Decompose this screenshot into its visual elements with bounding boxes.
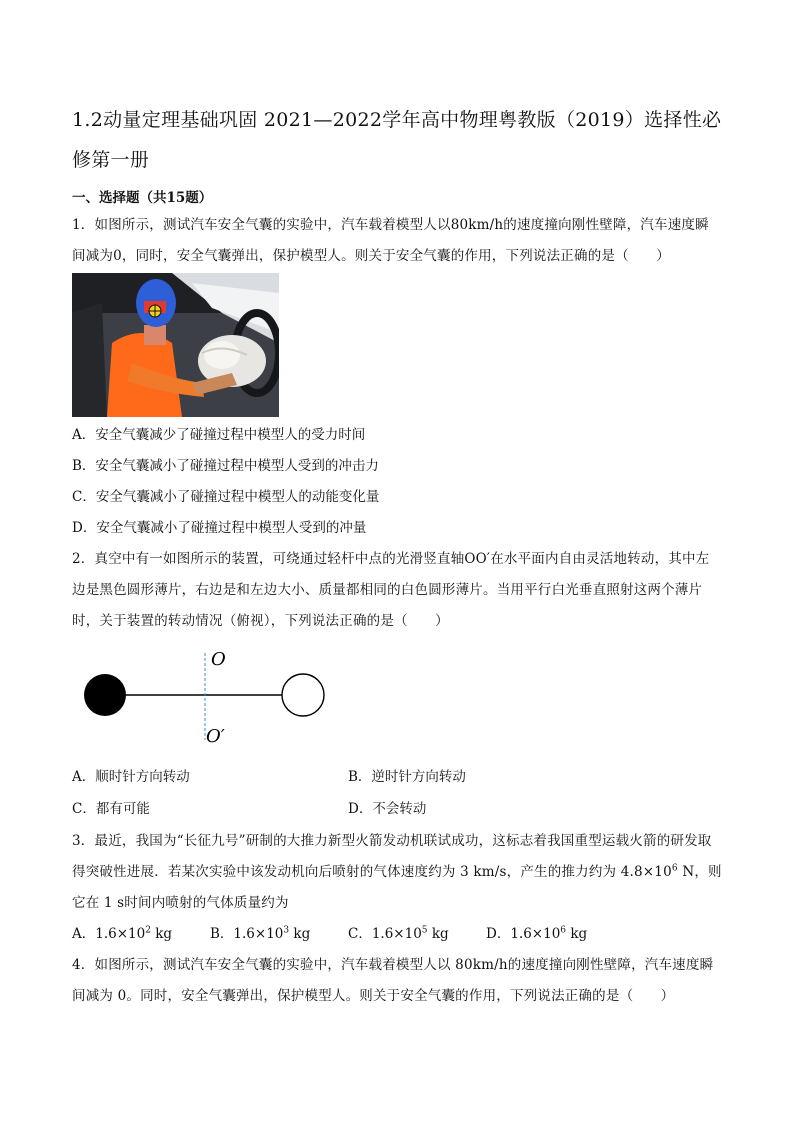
rotation-apparatus-diagram [72, 645, 362, 755]
q1-option-b: B．安全气囊减小了碰撞过程中模型人受到的冲击力 [72, 458, 379, 474]
q1-option-c: C．安全气囊减小了碰撞过程中模型人的动能变化量 [72, 489, 380, 505]
q1-stem: 1．如图所示，测试汽车安全气囊的实验中，汽车载着模型人以80km/h的速度撞向刚性壁障，汽车速度瞬间减为0，同时，安全气囊弹出，保护模型人。则关于安全气囊的作用，下列说法正确的是（ ） [72, 217, 709, 264]
q2-option-d: D．不会转动 [348, 801, 427, 817]
q3-option-d: D．$1.6\times 10^6$ kg [486, 925, 588, 942]
crash-test-illustration [72, 273, 279, 417]
axis-label-bottom: O′ [206, 726, 225, 747]
q2-stem: 2．真空中有一如图所示的装置，可绕通过轻杆中点的光滑竖直轴OO′在水平面内自由灵活地转动，其中左边是黑色圆形薄片，右边是和左边大小、质量都相同的白色圆形薄片。当用平行白光垂直照射这两个薄片时，关于装置的转动情况（俯视），下列说法正确的是（ ） [72, 551, 710, 629]
q3-option-c: C．$1.6\times 10^5$ kg [348, 925, 449, 942]
section-heading: 一、选择题（共15题） [72, 190, 213, 206]
q1-option-a: A．安全气囊减少了碰撞过程中模型人的受力时间 [72, 427, 366, 443]
q1-option-d: D．安全气囊减小了碰撞过程中模型人受到的冲量 [72, 520, 367, 536]
q2-option-a: A．顺时针方向转动 [72, 769, 190, 785]
q3-option-a: A．$1.6\times 10^2$ kg [72, 925, 173, 942]
white-disc [282, 674, 324, 716]
q3-option-b: B．$1.6\times 10^3$ kg [210, 925, 311, 942]
document-title: 1.2动量定理基础巩固 2021—2022学年高中物理粤教版（2019）选择性必修第一册 [72, 109, 722, 171]
q2-option-b: B．逆时针方向转动 [348, 769, 466, 785]
q4-stem: 4．如图所示，测试汽车安全气囊的实验中，汽车载着模型人以 80km/h的速度撞向刚性壁障，汽车速度瞬间减为 0。同时，安全气囊弹出，保护模型人。则关于安全气囊的作用，下列说法正确的是（ ） [72, 957, 714, 1004]
q2-option-c: C．都有可能 [72, 801, 150, 817]
axis-label-top: O [211, 649, 226, 670]
q3-stem: 3．最近，我国为“长征九号”研制的大推力新型火箭发动机联试成功，这标志着我国重型运载火箭的研发取得突破性进展．若某次实验中该发动机向后喷射的气体速度约为 3 km/s，产生的推力约为 $4.8\times 10^6$ N，则它在 1 s时间内喷射的气体质量约为 [72, 833, 722, 911]
crash-test-photo [72, 273, 279, 417]
black-disc [84, 674, 126, 716]
